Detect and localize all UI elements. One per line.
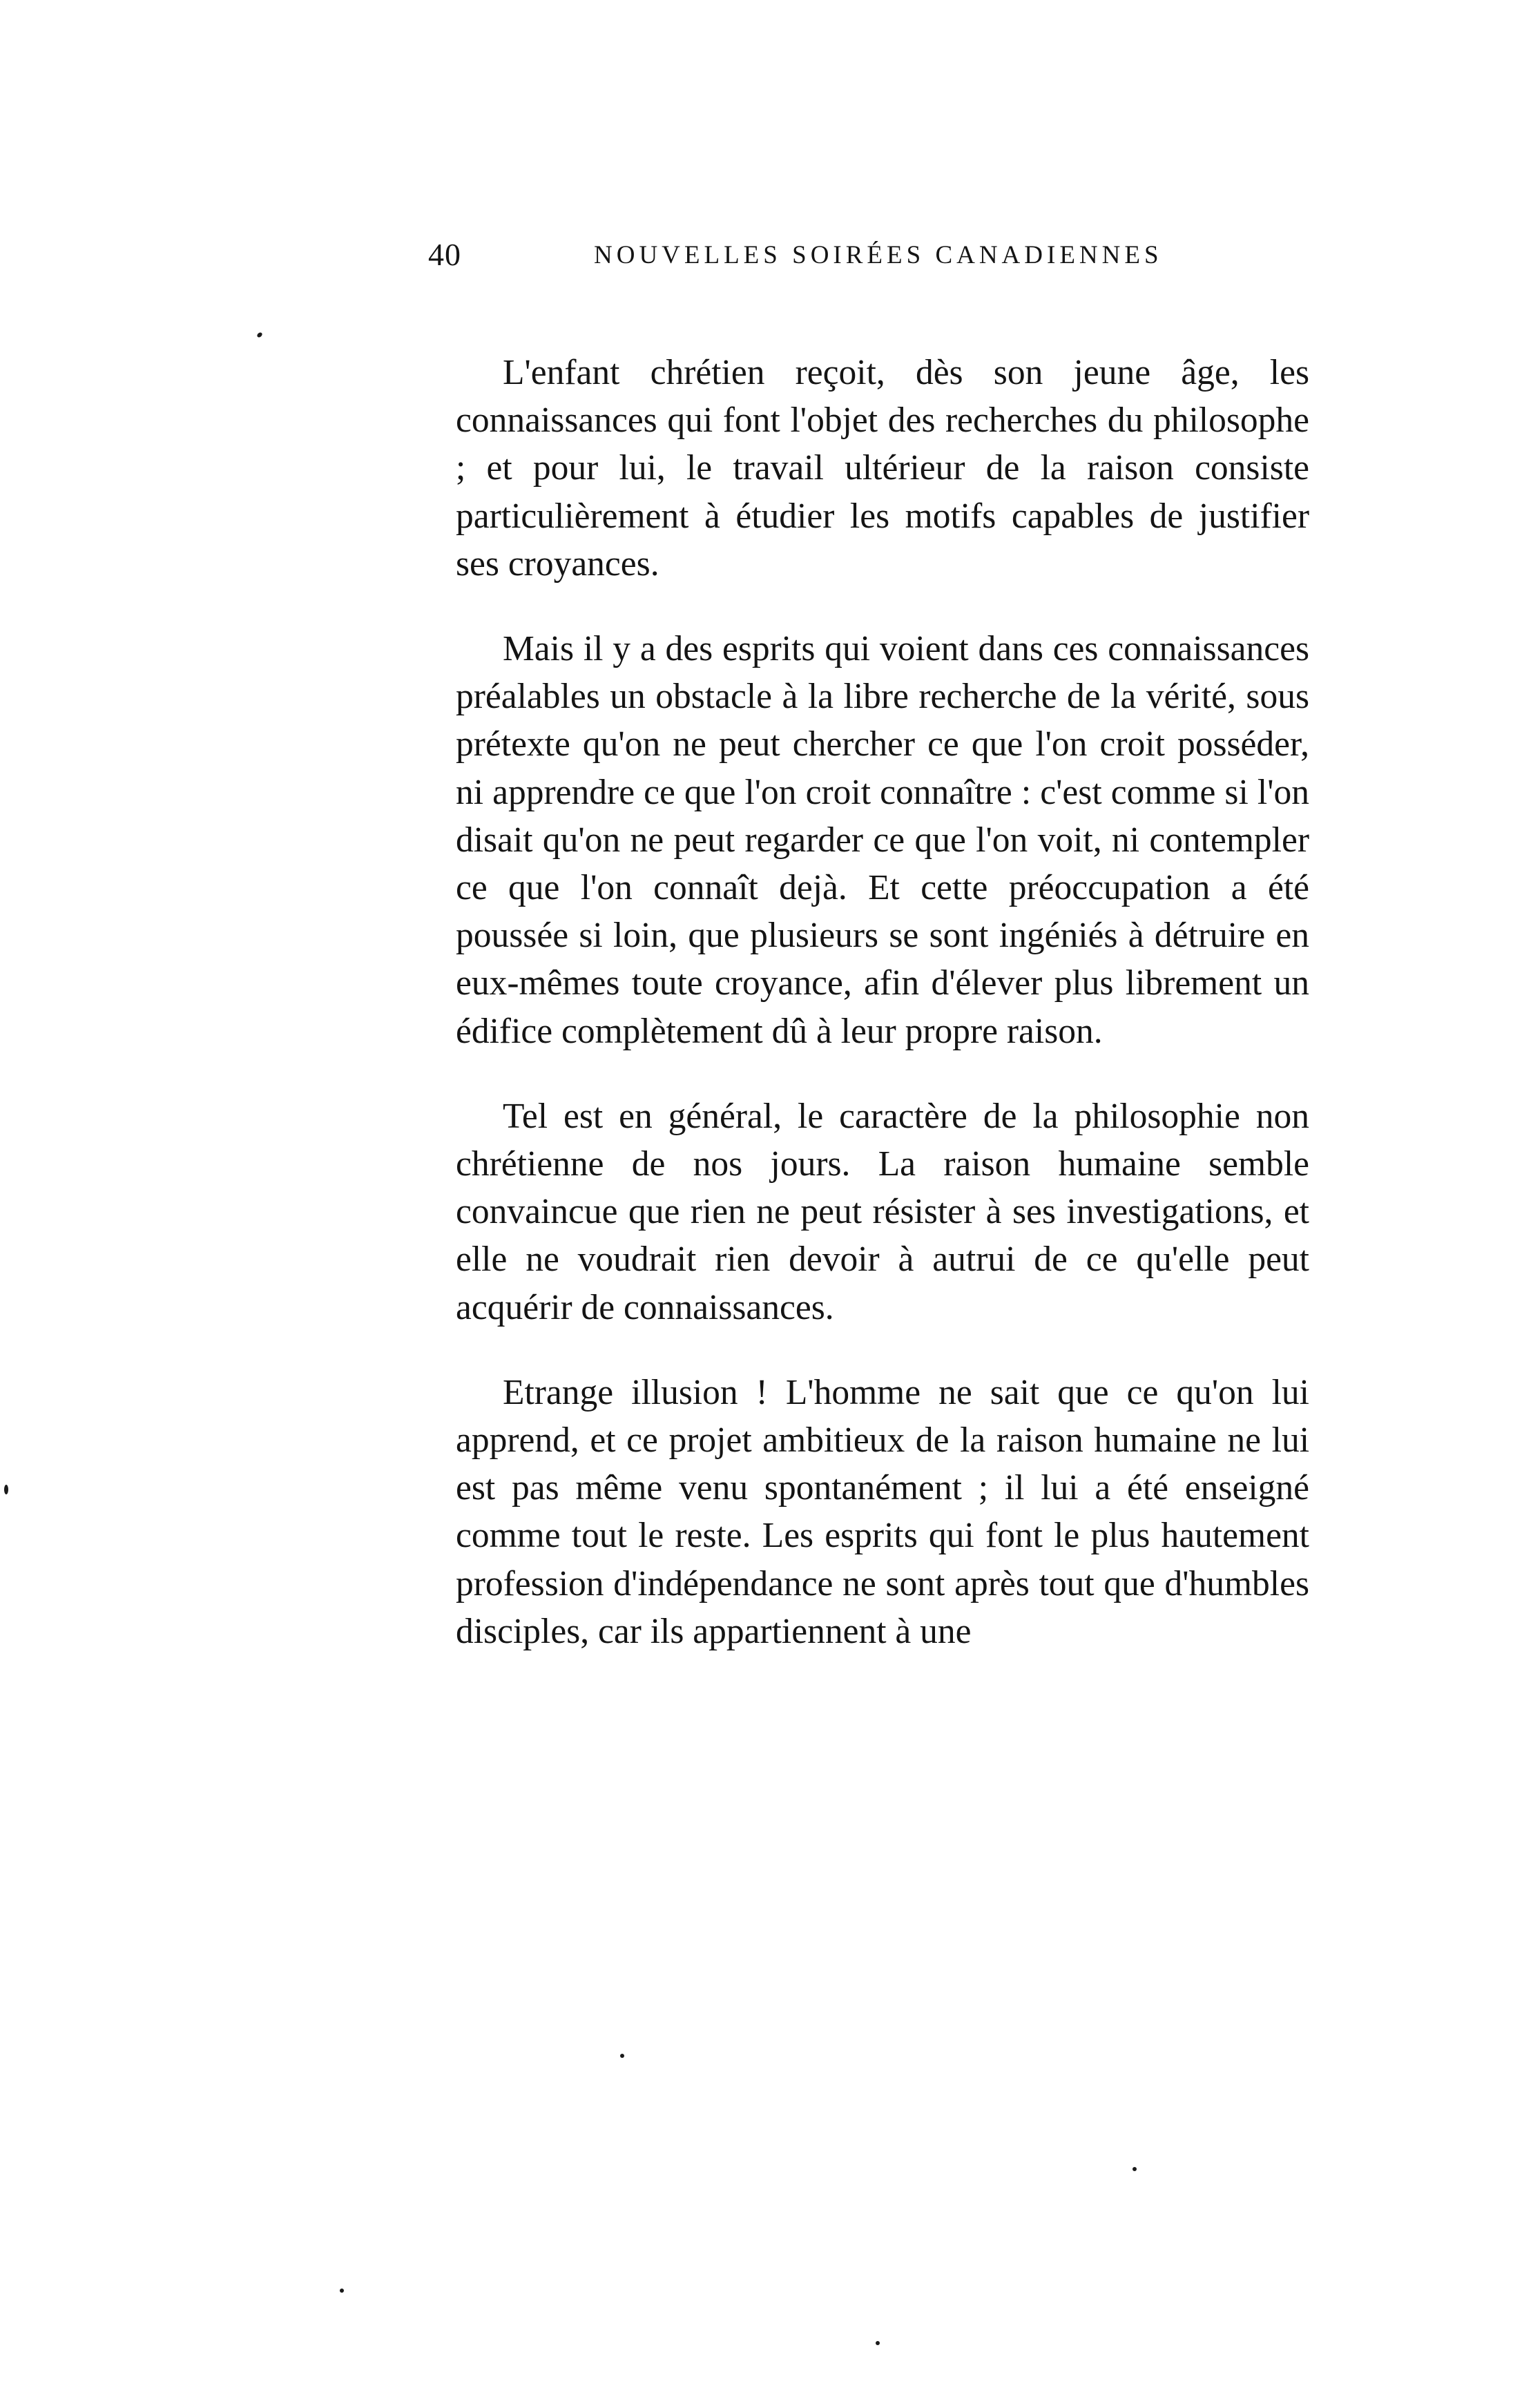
paragraph-3: Tel est en général, le caractère de la philosophie non chrétienne de nos jours. La raison humaine semble convaincue que rien ne peut résister à ses investigations, et elle ne voudrait rien devoir à autrui de ce qu'elle peut acquérir de connaissances. <box>456 1096 1309 1327</box>
running-title: NOUVELLES SOIRÉES CANADIENNES <box>594 241 1163 269</box>
paragraph-2: Mais il y a des esprits qui voient dans ces connaissances préalables un obstacle à la libre recherche de la vérité, sous prétexte qu'on ne peut chercher ce que l'on croit posséder, ni apprendre ce que l'on croit connaître : c'est comme si l'on disait qu'on ne peut regarder ce que l'on voit, ni contempler ce que l'on connaît dejà. Et cette préoccupation a été poussée si loin, que plusieurs se sont ingéniés à détruire en eux-mêmes toute croyance, afin d'élever plus librement un édifice complètement dû à leur propre raison. <box>456 629 1309 1051</box>
scan-speck <box>256 331 263 338</box>
scan-speck <box>620 2054 624 2058</box>
paragraph-1: L'enfant chrétien reçoit, dès son jeune âge, les connaissances qui font l'objet des recherches du philosophe ; et pour lui, le travail ultérieur de la raison consiste particulièrement à étudier les motifs capables de justifier ses croyances. <box>456 353 1309 584</box>
scan-speck <box>876 2341 880 2345</box>
page-header <box>428 236 1312 285</box>
paragraph-4: Etrange illusion ! L'homme ne sait que ce qu'on lui apprend, et ce projet ambitieux de la raison humaine ne lui est pas même venu spontanément ; il lui a été enseigné comme tout le reste. Les esprits qui font le plus hautement profession d'indépendance ne sont après tout que d'humbles disciples, car ils appartiennent à une <box>456 1372 1309 1651</box>
scan-speck <box>4 1485 8 1494</box>
body-text <box>456 349 1309 1655</box>
scan-speck <box>340 2289 344 2293</box>
scan-speck <box>1133 2167 1137 2171</box>
page-number: 40 <box>428 237 461 272</box>
